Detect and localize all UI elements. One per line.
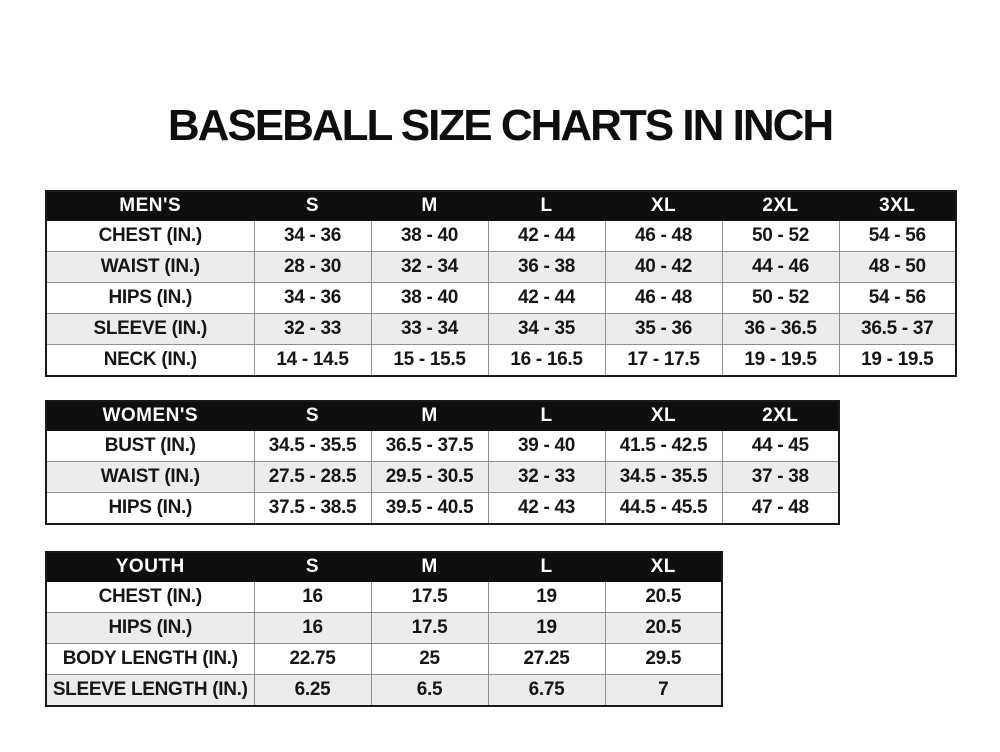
size-column-header: 3XL xyxy=(839,191,956,221)
size-value-cell: 32 - 34 xyxy=(371,252,488,283)
size-value-cell: 27.25 xyxy=(488,644,605,675)
size-value-cell: 25 xyxy=(371,644,488,675)
size-value-cell: 29.5 - 30.5 xyxy=(371,462,488,493)
row-label: WAIST (IN.) xyxy=(46,252,254,283)
size-value-cell: 33 - 34 xyxy=(371,314,488,345)
size-value-cell: 28 - 30 xyxy=(254,252,371,283)
header-row xyxy=(46,401,839,431)
size-value-cell: 46 - 48 xyxy=(605,221,722,252)
size-value-cell: 46 - 48 xyxy=(605,283,722,314)
size-column-header: S xyxy=(254,401,371,431)
size-value-cell: 48 - 50 xyxy=(839,252,956,283)
size-value-cell: 6.25 xyxy=(254,675,371,706)
table-row xyxy=(46,252,956,283)
table-row xyxy=(46,283,956,314)
table-row xyxy=(46,431,839,462)
size-value-cell: 40 - 42 xyxy=(605,252,722,283)
size-value-cell: 20.5 xyxy=(605,582,722,613)
row-label: HIPS (IN.) xyxy=(46,613,254,644)
size-value-cell: 37 - 38 xyxy=(722,462,839,493)
size-value-cell: 19 - 19.5 xyxy=(722,345,839,376)
size-value-cell: 36 - 38 xyxy=(488,252,605,283)
group-header-cell: MEN'S xyxy=(46,191,254,221)
size-value-cell: 36 - 36.5 xyxy=(722,314,839,345)
size-value-cell: 38 - 40 xyxy=(371,221,488,252)
size-value-cell: 37.5 - 38.5 xyxy=(254,493,371,524)
size-value-cell: 50 - 52 xyxy=(722,221,839,252)
size-value-cell: 50 - 52 xyxy=(722,283,839,314)
size-value-cell: 6.5 xyxy=(371,675,488,706)
size-column-header: L xyxy=(488,191,605,221)
size-column-header: 2XL xyxy=(722,401,839,431)
size-column-header: XL xyxy=(605,191,722,221)
size-value-cell: 38 - 40 xyxy=(371,283,488,314)
size-value-cell: 34 - 35 xyxy=(488,314,605,345)
size-value-cell: 29.5 xyxy=(605,644,722,675)
size-value-cell: 17 - 17.5 xyxy=(605,345,722,376)
size-value-cell: 36.5 - 37.5 xyxy=(371,431,488,462)
row-label: HIPS (IN.) xyxy=(46,283,254,314)
group-header-cell: YOUTH xyxy=(46,552,254,582)
size-value-cell: 42 - 44 xyxy=(488,221,605,252)
table-row xyxy=(46,462,839,493)
row-label: SLEEVE (IN.) xyxy=(46,314,254,345)
size-value-cell: 14 - 14.5 xyxy=(254,345,371,376)
size-value-cell: 19 xyxy=(488,613,605,644)
size-value-cell: 17.5 xyxy=(371,613,488,644)
table-row xyxy=(46,314,956,345)
size-column-header: M xyxy=(371,191,488,221)
table-row xyxy=(46,644,722,675)
size-value-cell: 22.75 xyxy=(254,644,371,675)
size-column-header: S xyxy=(254,552,371,582)
womens-size-table xyxy=(45,400,840,525)
size-column-header: L xyxy=(488,401,605,431)
size-value-cell: 20.5 xyxy=(605,613,722,644)
table-row xyxy=(46,221,956,252)
size-column-header: XL xyxy=(605,401,722,431)
table-row xyxy=(46,493,839,524)
youth-size-table xyxy=(45,551,723,707)
size-value-cell: 36.5 - 37 xyxy=(839,314,956,345)
size-column-header: M xyxy=(371,401,488,431)
row-label: SLEEVE LENGTH (IN.) xyxy=(46,675,254,706)
size-value-cell: 54 - 56 xyxy=(839,221,956,252)
size-value-cell: 39 - 40 xyxy=(488,431,605,462)
size-value-cell: 15 - 15.5 xyxy=(371,345,488,376)
row-label: CHEST (IN.) xyxy=(46,582,254,613)
table-row xyxy=(46,613,722,644)
size-value-cell: 34 - 36 xyxy=(254,283,371,314)
row-label: NECK (IN.) xyxy=(46,345,254,376)
size-value-cell: 34.5 - 35.5 xyxy=(254,431,371,462)
row-label: WAIST (IN.) xyxy=(46,462,254,493)
size-value-cell: 17.5 xyxy=(371,582,488,613)
page-title: BASEBALL SIZE CHARTS IN INCH xyxy=(167,101,833,151)
size-value-cell: 44 - 45 xyxy=(722,431,839,462)
size-value-cell: 41.5 - 42.5 xyxy=(605,431,722,462)
size-value-cell: 7 xyxy=(605,675,722,706)
size-value-cell: 54 - 56 xyxy=(839,283,956,314)
size-column-header: S xyxy=(254,191,371,221)
table-row xyxy=(46,582,722,613)
size-value-cell: 39.5 - 40.5 xyxy=(371,493,488,524)
size-value-cell: 42 - 43 xyxy=(488,493,605,524)
size-value-cell: 19 xyxy=(488,582,605,613)
header-row xyxy=(46,552,722,582)
size-value-cell: 16 xyxy=(254,582,371,613)
row-label: BUST (IN.) xyxy=(46,431,254,462)
table-row xyxy=(46,675,722,706)
size-column-header: XL xyxy=(605,552,722,582)
row-label: HIPS (IN.) xyxy=(46,493,254,524)
size-column-header: M xyxy=(371,552,488,582)
header-row xyxy=(46,191,956,221)
size-value-cell: 6.75 xyxy=(488,675,605,706)
row-label: BODY LENGTH (IN.) xyxy=(46,644,254,675)
mens-size-table xyxy=(45,190,957,377)
size-value-cell: 34 - 36 xyxy=(254,221,371,252)
size-value-cell: 19 - 19.5 xyxy=(839,345,956,376)
size-value-cell: 16 - 16.5 xyxy=(488,345,605,376)
size-column-header: L xyxy=(488,552,605,582)
size-value-cell: 44.5 - 45.5 xyxy=(605,493,722,524)
row-label: CHEST (IN.) xyxy=(46,221,254,252)
group-header-cell: WOMEN'S xyxy=(46,401,254,431)
size-value-cell: 34.5 - 35.5 xyxy=(605,462,722,493)
size-value-cell: 32 - 33 xyxy=(254,314,371,345)
size-value-cell: 35 - 36 xyxy=(605,314,722,345)
size-value-cell: 44 - 46 xyxy=(722,252,839,283)
size-column-header: 2XL xyxy=(722,191,839,221)
size-value-cell: 27.5 - 28.5 xyxy=(254,462,371,493)
size-value-cell: 47 - 48 xyxy=(722,493,839,524)
size-value-cell: 42 - 44 xyxy=(488,283,605,314)
size-value-cell: 32 - 33 xyxy=(488,462,605,493)
size-value-cell: 16 xyxy=(254,613,371,644)
table-row xyxy=(46,345,956,376)
